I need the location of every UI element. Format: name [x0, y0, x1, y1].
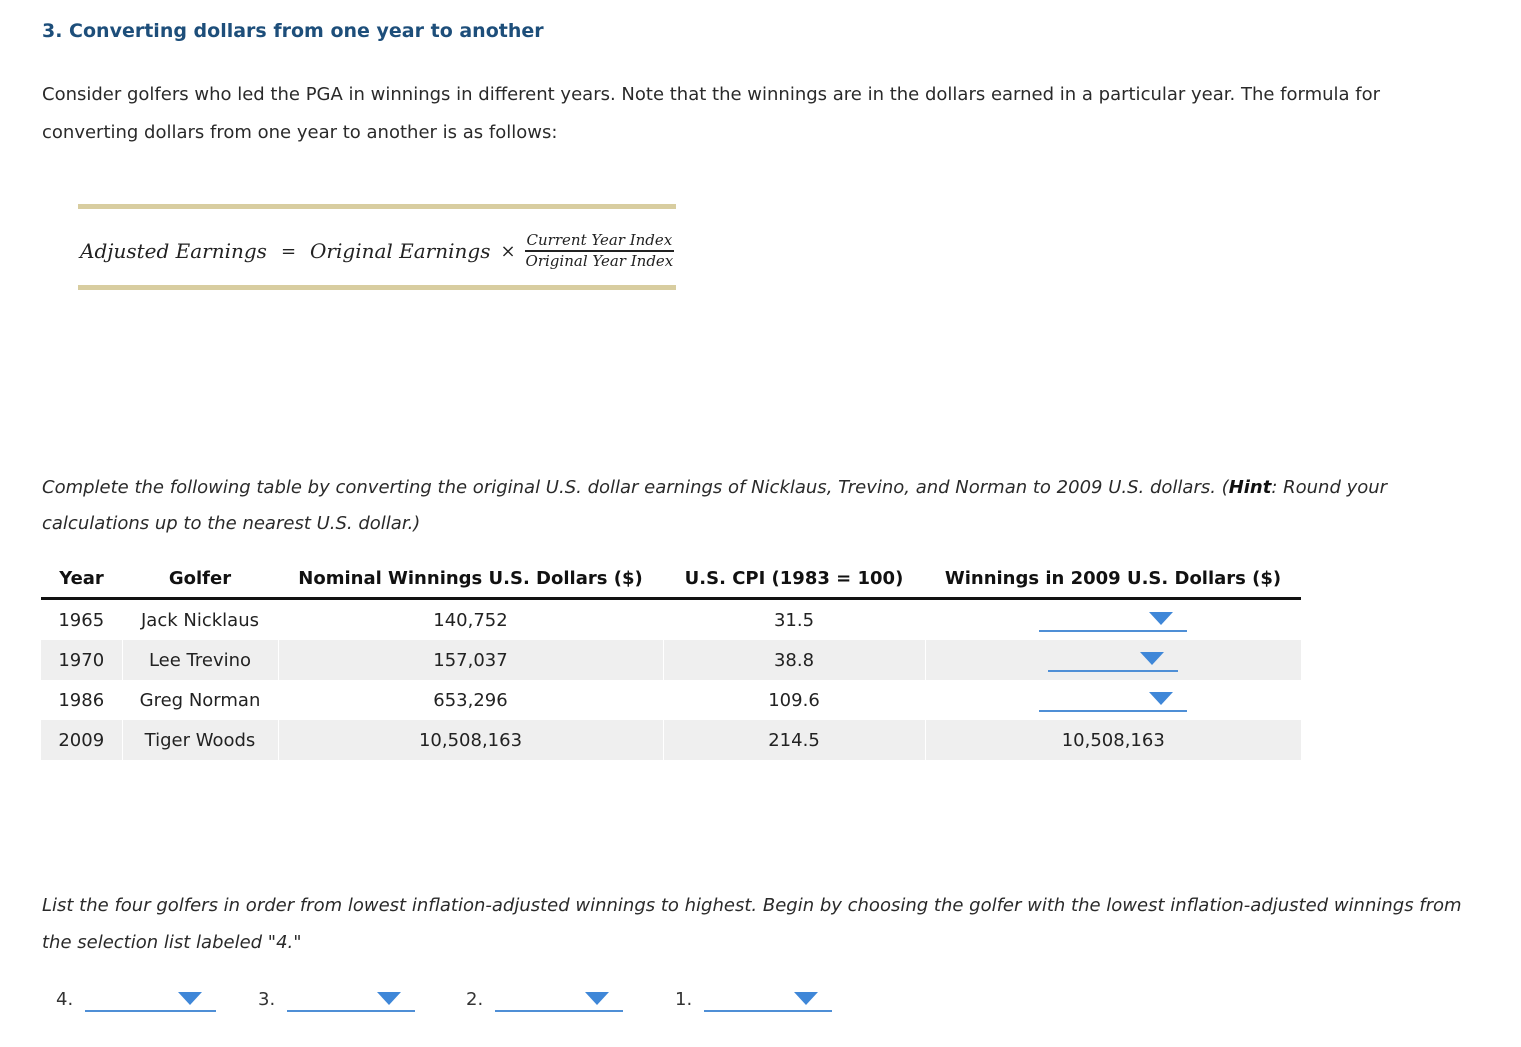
rank-label: 4.: [56, 989, 74, 1010]
cell-nominal: 157,037: [278, 640, 663, 680]
table-row: [41, 599, 1301, 641]
rank-slot-3: [258, 988, 415, 1012]
dropdown-arrow-icon: [585, 992, 609, 1005]
cell-golfer: Jack Nicklaus: [122, 599, 278, 641]
rank-dropdown-4[interactable]: [85, 988, 216, 1012]
dropdown-arrow-icon: [1140, 652, 1164, 665]
rank-slot-1: [675, 988, 832, 1012]
formula-denominator: Original Year Index: [525, 252, 674, 270]
cell-cpi: 31.5: [663, 599, 925, 641]
cell-cpi: 109.6: [663, 680, 925, 720]
rank-slot-2: [466, 988, 623, 1012]
table-header-row: [41, 559, 1301, 599]
adjusted-dropdown-nicklaus[interactable]: [1039, 608, 1187, 632]
instructions-text-before: Complete the following table by converting the original U.S. dollar earnings of Nicklaus, Trevino, and Norman to 2009 U.S. dollars. (: [42, 477, 1229, 498]
intro-text: Consider golfers who led the PGA in winnings in different years. Note that the winnings are in the dollars earned in a particular year. The formula for converting dollars from one year to another is as follows:: [42, 84, 1381, 143]
table-row: [41, 640, 1301, 680]
instructions-text-after: : Round your calculations up to the nearest U.S. dollar.): [42, 477, 1388, 534]
cell-year: 1970: [41, 640, 122, 680]
rank-label: 1.: [675, 989, 693, 1010]
header-nominal: Nominal Winnings U.S. Dollars ($): [278, 559, 663, 599]
formula: [80, 231, 675, 271]
formula-numerator: Current Year Index: [525, 232, 675, 252]
rank-dropdown-3[interactable]: [287, 988, 415, 1012]
rank-label: 3.: [258, 989, 276, 1010]
header-year: Year: [41, 559, 122, 599]
cell-nominal: 140,752: [278, 599, 663, 641]
header-cpi: U.S. CPI (1983 = 100): [663, 559, 925, 599]
ranking-question: List the four golfers in order from lowest inflation-adjusted winnings to highest. Begin by choosing the golfer with the lowest inflation-adjusted winnings from the selection list labeled "4.": [42, 895, 1462, 953]
rank-dropdown-2[interactable]: [495, 988, 623, 1012]
question-title: 3. Converting dollars from one year to another: [42, 20, 544, 42]
formula-times: ×: [500, 240, 516, 262]
cell-year: 2009: [41, 720, 122, 760]
formula-term: Original Earnings: [310, 239, 491, 263]
cell-cpi: 214.5: [663, 720, 925, 760]
cell-golfer: Lee Trevino: [122, 640, 278, 680]
cell-nominal: 653,296: [278, 680, 663, 720]
cell-year: 1965: [58, 609, 105, 631]
adjusted-dropdown-norman[interactable]: [1039, 688, 1187, 712]
dropdown-arrow-icon: [1149, 612, 1173, 625]
table-instructions: [42, 470, 1482, 542]
formula-fraction: [524, 232, 676, 270]
cell-adjusted: [925, 599, 1301, 641]
dropdown-arrow-icon: [377, 992, 401, 1005]
cell-cpi: 38.8: [663, 640, 925, 680]
rank-label: 2.: [466, 989, 484, 1010]
dropdown-arrow-icon: [1149, 692, 1173, 705]
cell-golfer: Tiger Woods: [122, 720, 278, 760]
table-row: [41, 720, 1301, 760]
hint-label: Hint: [1228, 477, 1272, 498]
dropdown-arrow-icon: [794, 992, 818, 1005]
cell-adjusted: [925, 680, 1301, 720]
cell-year: 1986: [58, 689, 105, 711]
formula-lhs: Adjusted Earnings: [80, 239, 267, 263]
formula-box: [78, 204, 676, 290]
winnings-table: [41, 559, 1301, 760]
header-golfer: Golfer: [122, 559, 278, 599]
cell-golfer: Greg Norman: [122, 680, 278, 720]
cell-nominal: 10,508,163: [278, 720, 663, 760]
dropdown-arrow-icon: [178, 992, 202, 1005]
formula-equals: =: [280, 240, 297, 262]
adjusted-dropdown-trevino[interactable]: [1048, 648, 1178, 672]
rank-slot-4: [56, 988, 216, 1012]
cell-adjusted: 10,508,163: [925, 720, 1301, 760]
rank-dropdown-1[interactable]: [704, 988, 832, 1012]
header-adjusted: Winnings in 2009 U.S. Dollars ($): [925, 559, 1301, 599]
table-row: [41, 680, 1301, 720]
cell-adjusted: [925, 640, 1301, 680]
